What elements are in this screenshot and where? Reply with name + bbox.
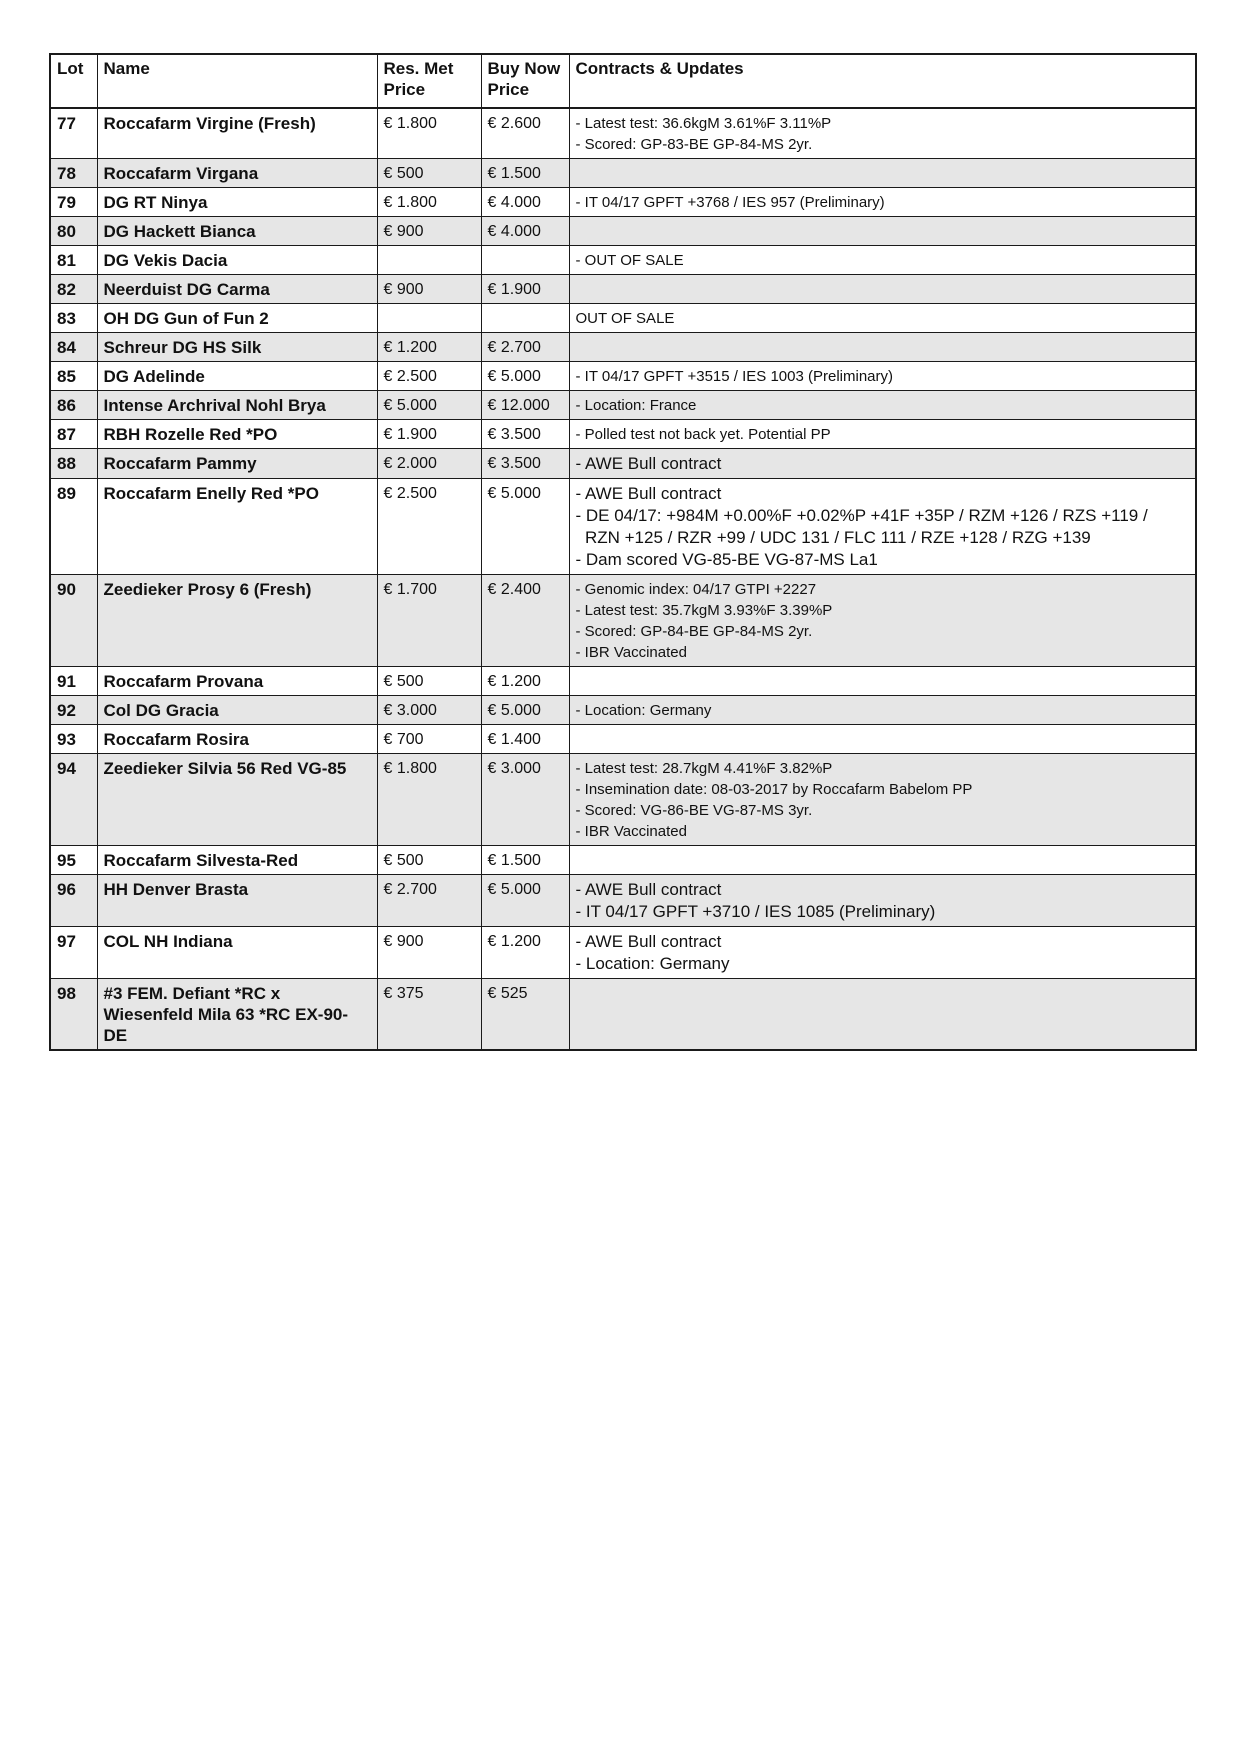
contracts-updates-cell <box>569 846 1196 875</box>
lot-number-cell: 94 <box>50 754 97 846</box>
lot-number-cell: 89 <box>50 479 97 575</box>
update-line: - AWE Bull contract <box>575 454 722 473</box>
reserve-price-cell: € 1.800 <box>377 108 481 159</box>
table-row <box>50 875 1196 927</box>
column-header-name: Name <box>97 54 377 108</box>
update-line: - Polled test not back yet. Potential PP <box>575 426 831 443</box>
lot-number-cell: 80 <box>50 217 97 246</box>
update-line: - Location: Germany <box>575 954 730 973</box>
table-row <box>50 159 1196 188</box>
table-row <box>50 846 1196 875</box>
column-header-lot: Lot <box>50 54 97 108</box>
table-row <box>50 696 1196 725</box>
lot-number-cell: 97 <box>50 927 97 979</box>
contracts-updates-cell <box>569 159 1196 188</box>
animal-name-cell: DG RT Ninya <box>97 188 377 217</box>
animal-name-cell: DG Hackett Bianca <box>97 217 377 246</box>
contracts-updates-cell <box>569 246 1196 275</box>
buy-now-price-cell: € 4.000 <box>481 188 569 217</box>
animal-name-cell: RBH Rozelle Red *PO <box>97 420 377 449</box>
contracts-updates-cell <box>569 391 1196 420</box>
buy-now-price-cell: € 1.200 <box>481 927 569 979</box>
table-row <box>50 362 1196 391</box>
buy-now-price-cell: € 2.600 <box>481 108 569 159</box>
animal-name-cell: DG Adelinde <box>97 362 377 391</box>
contracts-updates-cell <box>569 188 1196 217</box>
contracts-updates-cell <box>569 979 1196 1051</box>
buy-now-price-cell: € 5.000 <box>481 875 569 927</box>
reserve-price-cell: € 3.000 <box>377 696 481 725</box>
update-line: - IT 04/17 GPFT +3710 / IES 1085 (Preliminary) <box>575 902 936 921</box>
lot-number-cell: 98 <box>50 979 97 1051</box>
update-line: - Scored: VG-86-BE VG-87-MS 3yr. <box>575 802 813 819</box>
reserve-price-cell: € 500 <box>377 159 481 188</box>
animal-name-cell: HH Denver Brasta <box>97 875 377 927</box>
buy-now-price-cell: € 1.200 <box>481 667 569 696</box>
column-header-contracts-updates: Contracts & Updates <box>569 54 1196 108</box>
contracts-updates-cell <box>569 927 1196 979</box>
table-row <box>50 979 1196 1051</box>
buy-now-price-cell: € 2.400 <box>481 575 569 667</box>
reserve-price-cell: € 900 <box>377 275 481 304</box>
animal-name-cell: Zeedieker Silvia 56 Red VG-85 <box>97 754 377 846</box>
buy-now-price-cell <box>481 304 569 333</box>
reserve-price-cell: € 2.000 <box>377 449 481 479</box>
update-line: - IT 04/17 GPFT +3515 / IES 1003 (Preliminary) <box>575 368 894 385</box>
update-line: - Location: Germany <box>575 702 712 719</box>
animal-name-cell: Roccafarm Virgana <box>97 159 377 188</box>
table-row <box>50 391 1196 420</box>
contracts-updates-cell <box>569 725 1196 754</box>
animal-name-cell: OH DG Gun of Fun 2 <box>97 304 377 333</box>
table-row <box>50 420 1196 449</box>
reserve-price-cell: € 375 <box>377 979 481 1051</box>
table-row <box>50 575 1196 667</box>
reserve-price-cell: € 1.200 <box>377 333 481 362</box>
reserve-price-cell: € 2.500 <box>377 479 481 575</box>
update-line: - Scored: GP-84-BE GP-84-MS 2yr. <box>575 623 813 640</box>
lot-number-cell: 84 <box>50 333 97 362</box>
reserve-price-cell: € 500 <box>377 667 481 696</box>
contracts-updates-cell <box>569 575 1196 667</box>
reserve-price-cell: € 900 <box>377 217 481 246</box>
lot-number-cell: 95 <box>50 846 97 875</box>
update-line: RZN +125 / RZR +99 / UDC 131 / FLC 111 / RZE +128 / RZG +139 <box>575 528 1091 547</box>
update-line: - IT 04/17 GPFT +3768 / IES 957 (Preliminary) <box>575 194 885 211</box>
animal-name-cell: Roccafarm Pammy <box>97 449 377 479</box>
reserve-price-cell: € 700 <box>377 725 481 754</box>
buy-now-price-cell: € 1.900 <box>481 275 569 304</box>
reserve-price-cell: € 500 <box>377 846 481 875</box>
contracts-updates-cell <box>569 108 1196 159</box>
buy-now-price-cell: € 525 <box>481 979 569 1051</box>
animal-name-cell: Roccafarm Rosira <box>97 725 377 754</box>
reserve-price-cell: € 1.800 <box>377 754 481 846</box>
lot-number-cell: 83 <box>50 304 97 333</box>
table-row <box>50 927 1196 979</box>
contracts-updates-cell <box>569 875 1196 927</box>
contracts-updates-cell <box>569 217 1196 246</box>
buy-now-price-cell: € 1.500 <box>481 159 569 188</box>
reserve-price-cell: € 1.900 <box>377 420 481 449</box>
buy-now-price-cell: € 5.000 <box>481 479 569 575</box>
lot-number-cell: 87 <box>50 420 97 449</box>
animal-name-cell: Roccafarm Virgine (Fresh) <box>97 108 377 159</box>
animal-name-cell: Col DG Gracia <box>97 696 377 725</box>
update-line: - IBR Vaccinated <box>575 823 687 840</box>
update-line: - Location: France <box>575 397 697 414</box>
buy-now-price-cell: € 3.500 <box>481 420 569 449</box>
reserve-price-cell <box>377 246 481 275</box>
update-line: - Insemination date: 08-03-2017 by Roccafarm Babelom PP <box>575 781 973 798</box>
contracts-updates-cell <box>569 449 1196 479</box>
reserve-price-cell: € 2.700 <box>377 875 481 927</box>
animal-name-cell: Schreur DG HS Silk <box>97 333 377 362</box>
update-line: - Scored: GP-83-BE GP-84-MS 2yr. <box>575 136 813 153</box>
update-line: - Latest test: 36.6kgM 3.61%F 3.11%P <box>575 115 832 132</box>
table-row <box>50 479 1196 575</box>
lot-number-cell: 78 <box>50 159 97 188</box>
column-header-reserve-price: Res. Met Price <box>377 54 481 108</box>
reserve-price-cell: € 1.700 <box>377 575 481 667</box>
table-row <box>50 304 1196 333</box>
table-row <box>50 275 1196 304</box>
animal-name-cell: DG Vekis Dacia <box>97 246 377 275</box>
contracts-updates-cell <box>569 420 1196 449</box>
table-row <box>50 108 1196 159</box>
contracts-updates-cell <box>569 333 1196 362</box>
table-row <box>50 333 1196 362</box>
animal-name-cell: #3 FEM. Defiant *RC x Wiesenfeld Mila 63 *RC EX-90-DE <box>97 979 377 1051</box>
table-row <box>50 754 1196 846</box>
lot-table <box>49 53 1197 1051</box>
contracts-updates-cell <box>569 275 1196 304</box>
update-line: - AWE Bull contract <box>575 484 722 503</box>
contracts-updates-cell <box>569 304 1196 333</box>
lot-number-cell: 77 <box>50 108 97 159</box>
buy-now-price-cell: € 1.500 <box>481 846 569 875</box>
table-row <box>50 667 1196 696</box>
table-row <box>50 246 1196 275</box>
buy-now-price-cell: € 12.000 <box>481 391 569 420</box>
table-row <box>50 725 1196 754</box>
lot-number-cell: 93 <box>50 725 97 754</box>
lot-number-cell: 81 <box>50 246 97 275</box>
contracts-updates-cell <box>569 479 1196 575</box>
buy-now-price-cell: € 3.500 <box>481 449 569 479</box>
animal-name-cell: Neerduist DG Carma <box>97 275 377 304</box>
animal-name-cell: Zeedieker Prosy 6 (Fresh) <box>97 575 377 667</box>
update-line: - IBR Vaccinated <box>575 644 687 661</box>
reserve-price-cell: € 2.500 <box>377 362 481 391</box>
animal-name-cell: Intense Archrival Nohl Brya <box>97 391 377 420</box>
buy-now-price-cell: € 3.000 <box>481 754 569 846</box>
buy-now-price-cell: € 5.000 <box>481 362 569 391</box>
reserve-price-cell: € 900 <box>377 927 481 979</box>
reserve-price-cell: € 1.800 <box>377 188 481 217</box>
reserve-price-cell: € 5.000 <box>377 391 481 420</box>
table-row <box>50 217 1196 246</box>
update-line: - AWE Bull contract <box>575 932 722 951</box>
lot-number-cell: 90 <box>50 575 97 667</box>
lot-number-cell: 96 <box>50 875 97 927</box>
update-line: - Dam scored VG-85-BE VG-87-MS La1 <box>575 550 878 569</box>
table-row <box>50 188 1196 217</box>
update-line: - Latest test: 35.7kgM 3.93%F 3.39%P <box>575 602 833 619</box>
update-line: - DE 04/17: +984M +0.00%F +0.02%P +41F +35P / RZM +126 / RZS +119 / <box>575 506 1148 525</box>
lot-number-cell: 88 <box>50 449 97 479</box>
contracts-updates-cell <box>569 667 1196 696</box>
update-line: - OUT OF SALE <box>575 252 684 269</box>
lot-number-cell: 86 <box>50 391 97 420</box>
reserve-price-cell <box>377 304 481 333</box>
lot-number-cell: 91 <box>50 667 97 696</box>
update-line: - Latest test: 28.7kgM 4.41%F 3.82%P <box>575 760 833 777</box>
contracts-updates-cell <box>569 754 1196 846</box>
table-body <box>50 108 1196 1050</box>
column-header-buy-now-price: Buy Now Price <box>481 54 569 108</box>
animal-name-cell: Roccafarm Silvesta-Red <box>97 846 377 875</box>
update-line: OUT OF SALE <box>575 310 675 327</box>
table-row <box>50 449 1196 479</box>
animal-name-cell: COL NH Indiana <box>97 927 377 979</box>
lot-number-cell: 82 <box>50 275 97 304</box>
lot-number-cell: 85 <box>50 362 97 391</box>
buy-now-price-cell: € 4.000 <box>481 217 569 246</box>
buy-now-price-cell: € 2.700 <box>481 333 569 362</box>
table-header-row <box>50 54 1196 108</box>
buy-now-price-cell <box>481 246 569 275</box>
animal-name-cell: Roccafarm Provana <box>97 667 377 696</box>
animal-name-cell: Roccafarm Enelly Red *PO <box>97 479 377 575</box>
contracts-updates-cell <box>569 362 1196 391</box>
update-line: - AWE Bull contract <box>575 880 722 899</box>
buy-now-price-cell: € 1.400 <box>481 725 569 754</box>
update-line: - Genomic index: 04/17 GTPI +2227 <box>575 581 817 598</box>
buy-now-price-cell: € 5.000 <box>481 696 569 725</box>
lot-number-cell: 79 <box>50 188 97 217</box>
lot-number-cell: 92 <box>50 696 97 725</box>
contracts-updates-cell <box>569 696 1196 725</box>
